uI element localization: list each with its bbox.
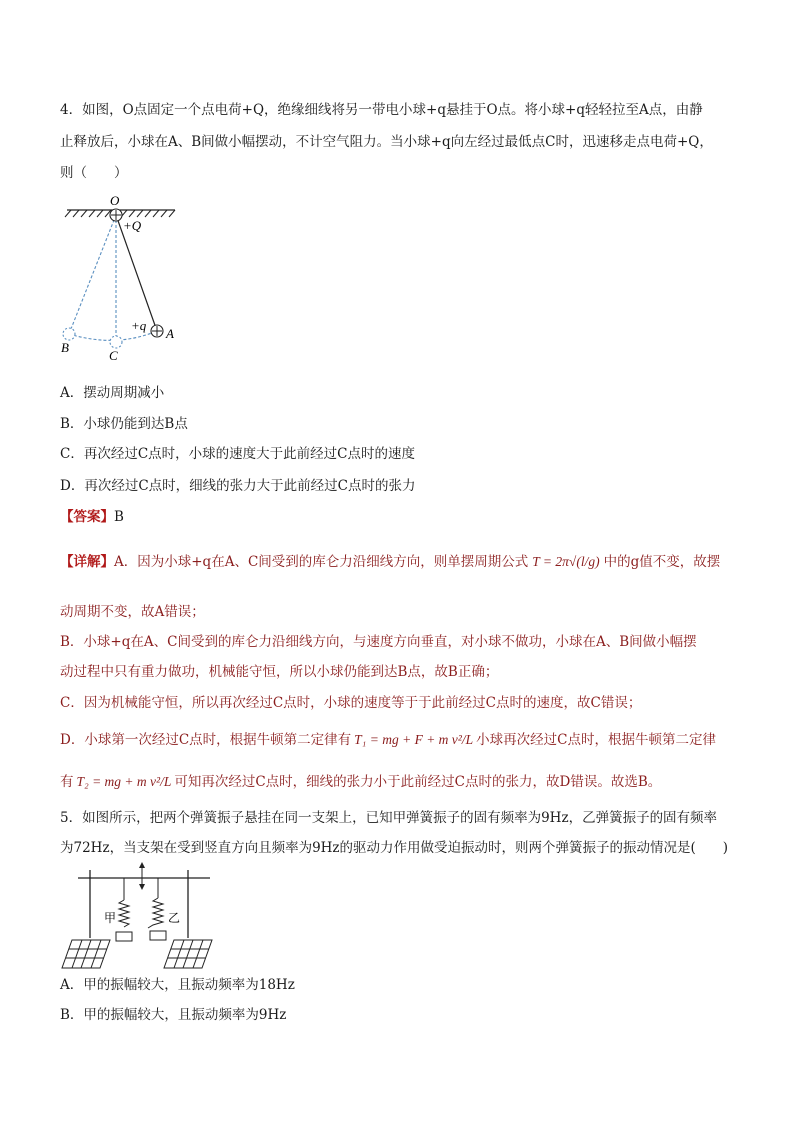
q5-option-a: A．甲的振幅较大，且振动频率为18Hz [60,977,295,993]
q4-pendulum-figure [55,190,205,360]
answer-tag: 【答案】 [60,509,114,525]
ball-b [63,328,75,340]
q4-explain-d-line-2 [60,772,661,792]
q4-explain-b-line-1: B．小球+q在A、C间受到的库仑力沿细线方向，与速度方向垂直，对小球不做功，小球在A、B间做小幅摆 [60,634,697,650]
explain-a-tail: 中的g值不变，故摆 [603,554,721,570]
q4-explain-a-line-1 [60,552,720,572]
q4-stem-line-3: 则（ ） [60,165,128,181]
q4-explain-a-line-2: 动周期不变，故A错误； [60,604,205,620]
q4-answer [60,507,124,527]
q5-spring-figure [60,860,220,970]
answer-value: B [114,509,124,525]
label-jia: 甲 [104,911,117,925]
explain-a-text: A．因为小球+q在A、C间受到的库仑力沿细线方向，则单摆周期公式 [114,554,529,570]
q5-option-b: B．甲的振幅较大，且振动频率为9Hz [60,1007,287,1023]
q4-explain-c: C．因为机械能守恒，所以再次经过C点时，小球的速度等于于此前经过C点时的速度，故C错误； [60,695,642,711]
label-o: O [110,193,120,208]
q4-stem-line-2: 止释放后，小球在A、B间做小幅摆动，不计空气阻力。当小球+q向左经过最低点C时，迅速移走点电荷+Q， [60,134,713,150]
formula-t1: T₁ = mg + F + m v²/L [354,732,474,747]
label-ball-q: +q [131,318,147,333]
label-c: C [109,348,118,360]
q4-option-a: A．摆动周期减小 [60,385,165,401]
q4-explain-d-line-1 [60,730,716,750]
label-charge-q: +Q [123,218,142,233]
q4-option-d: D．再次经过C点时，细线的张力大于此前经过C点时的张力 [60,478,416,494]
explain-d2-head: 有 [60,774,74,790]
explain-d2-tail: 可知再次经过C点时，细线的张力小于此前经过C点时的张力，故D错误。故选B。 [174,774,662,790]
explain-d-text: D．小球第一次经过C点时，根据牛顿第二定律有 [60,732,352,748]
ball-c [110,336,122,348]
q4-option-b: B．小球仍能到达B点 [60,416,188,432]
label-a: A [166,326,174,341]
label-b: B [61,340,69,355]
formula-period: T = 2π√(l/g) [532,554,600,569]
label-yi: 乙 [168,911,181,925]
q5-stem-line-1: 5．如图所示，把两个弹簧振子悬挂在同一支架上，已知甲弹簧振子的固有频率为9Hz，乙弹簧振子的固有频率 [60,810,718,826]
explain-tag: 【详解】 [60,554,114,570]
formula-t2: T₂ = mg + m v²/L [76,774,172,789]
q5-stem-line-2: 为72Hz，当支架在受到竖直方向且频率为9Hz的驱动力作用做受迫振动时，则两个弹簧振子的振动情况是( ) [60,840,729,856]
q4-option-c: C．再次经过C点时，小球的速度大于此前经过C点时的速度 [60,446,415,462]
q4-explain-b-line-2: 动过程中只有重力做功，机械能守恒，所以小球仍能到达B点，故B正确； [60,664,499,680]
explain-d-tail: 小球再次经过C点时，根据牛顿第二定律 [476,732,716,748]
q4-stem-line-1: 4．如图，O点固定一个点电荷+Q，绝缘细线将另一带电小球+q悬挂于O点。将小球+q轻轻拉至A点，由静 [60,102,703,118]
